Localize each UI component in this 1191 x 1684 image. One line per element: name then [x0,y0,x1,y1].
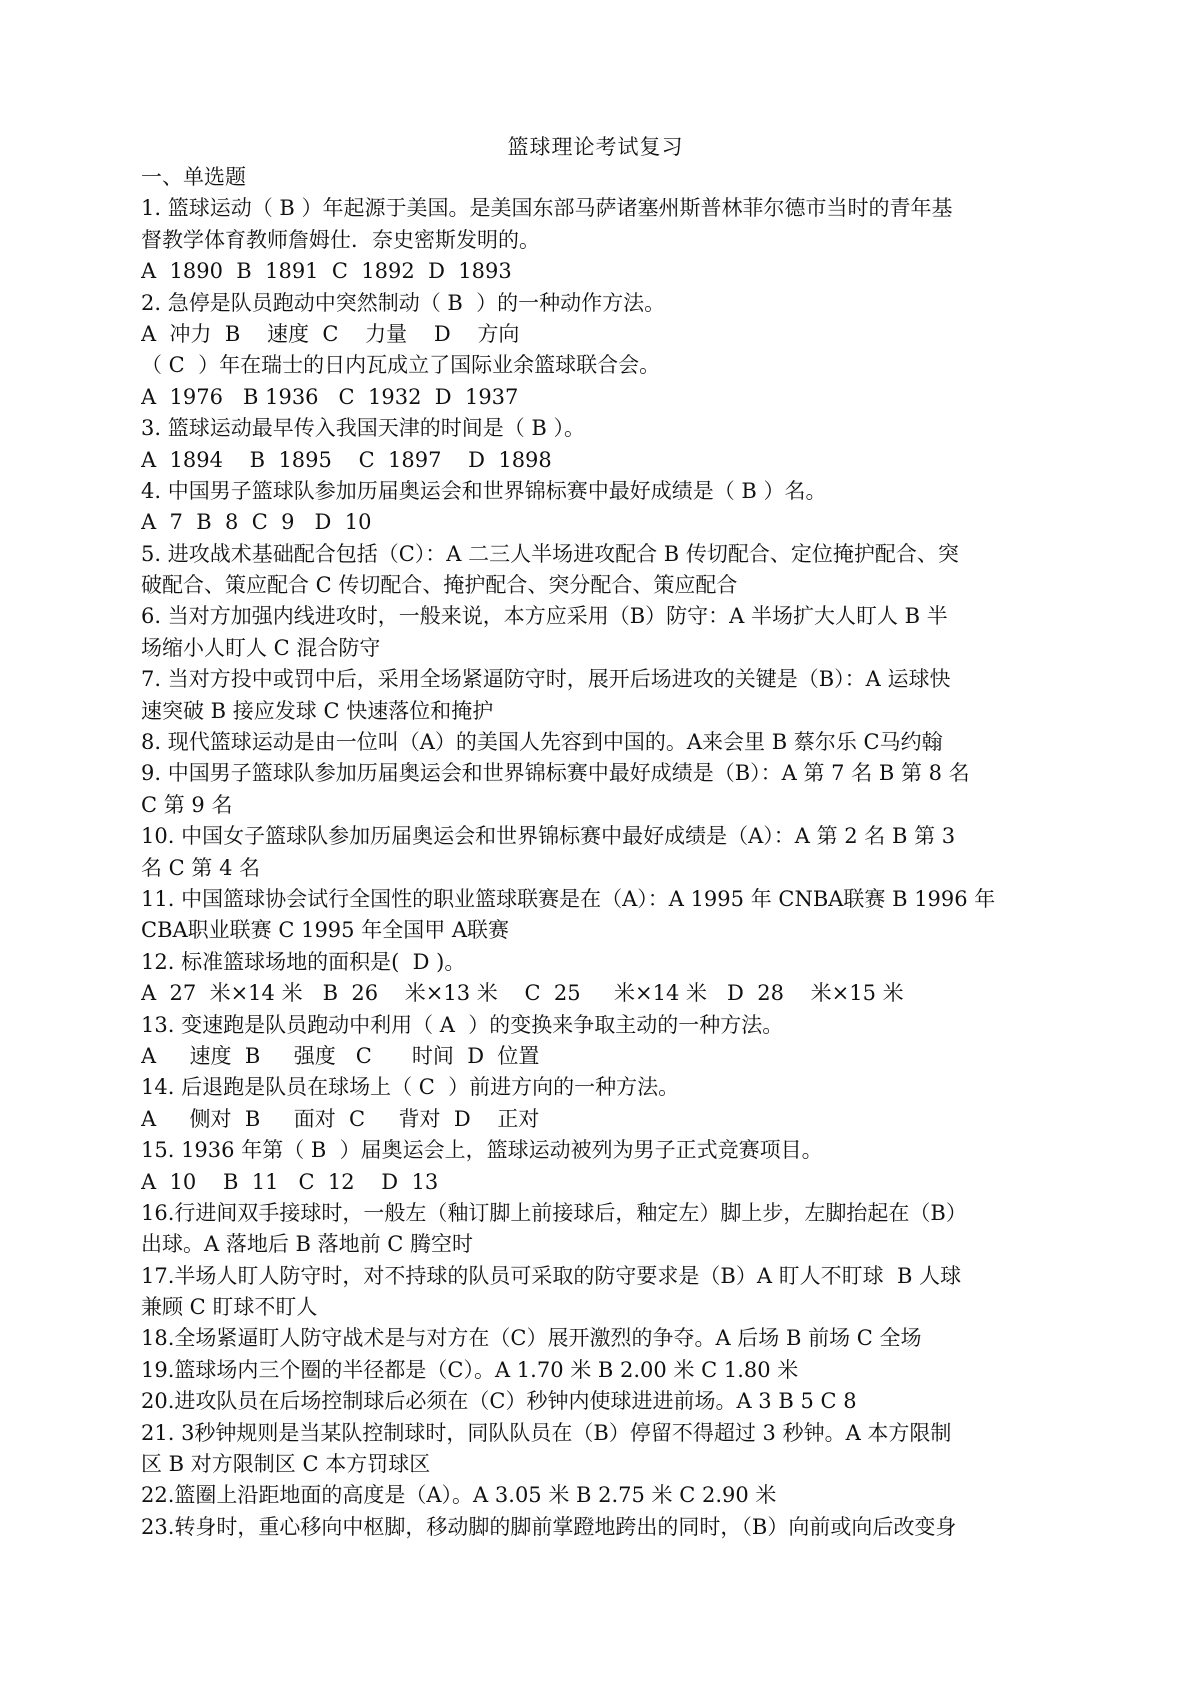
text-line: A 1894 B 1895 C 1897 D 1898 [141,447,552,472]
text-line: A 1976 B 1936 C 1932 D 1937 [141,384,519,409]
text-line: 2. 急停是队员跑动中突然制动（ B ）的一种动作方法。 [141,290,666,315]
text-line: 破配合、策应配合 C 传切配合、掩护配合、突分配合、策应配合 [141,573,738,598]
text-line: CBA职业联赛 C 1995 年全国甲 A联赛 [141,918,510,943]
text-line: A 10 B 11 C 12 D 13 [141,1169,439,1194]
text-line: 6. 当对方加强内线进攻时，一般来说，本方应采用（B）防守：A 半场扩大人盯人 B 半 [141,604,948,629]
text-line: 区 B 对方限制区 C 本方罚球区 [141,1452,431,1477]
text-line: 兼顾 C 盯球不盯人 [141,1295,318,1320]
document-body [141,162,1061,1543]
text-line: 一、单选题 [141,165,246,189]
text-line: A 冲力 B 速度 C 力量 D 方向 [141,321,520,346]
text-line: 8. 现代篮球运动是由一位叫（A）的美国人先容到中国的。A来会里 B 蔡尔乐 C马约翰 [141,730,943,755]
text-line: 7. 当对方投中或罚中后，采用全场紧逼防守时，展开后场进攻的关键是（B）：A 运球快 [141,667,951,692]
text-line: 17.半场人盯人防守时，对不持球的队员可采取的防守要求是（B）A 盯人不盯球 B 人球 [141,1263,962,1288]
text-line: 15. 1936 年第（ B ）届奥运会上，篮球运动被列为男子正式竞赛项目。 [141,1138,823,1163]
text-line: 14. 后退跑是队员在球场上（ C ）前进方向的一种方法。 [141,1075,680,1100]
text-line: （ C ）年在瑞士的日内瓦成立了国际业余篮球联合会。 [141,353,661,378]
text-line: 21. 3秒钟规则是当某队控制球时，同队队员在（B）停留不得超过 3 秒钟。A 本方限制 [141,1420,952,1445]
text-line: A 侧对 B 面对 C 背对 D 正对 [141,1106,540,1131]
text-line: 19.篮球场内三个圈的半径都是（C）。A 1.70 米 B 2.00 米 C 1.80 米 [141,1357,799,1382]
text-line: 13. 变速跑是队员跑动中利用（ A ）的变换来争取主动的一种方法。 [141,1012,784,1037]
text-line: 11. 中国篮球协会试行全国性的职业篮球联赛是在（A）：A 1995 年 CNBA联赛 B 1996 年 [141,886,996,911]
text-line: 9. 中国男子篮球队参加历届奥运会和世界锦标赛中最好成绩是（B）：A 第 7 名 B 第 8 名 [141,761,970,786]
text-line: 1. 篮球运动（ B ）年起源于美国。是美国东部马萨诸塞州斯普林菲尔德市当时的青年基 [141,196,953,221]
text-line: 出球。A 落地后 B 落地前 C 腾空时 [141,1232,474,1257]
document-title: 篮球理论考试复习 [507,135,684,159]
text-line: 23.转身时，重心移向中枢脚，移动脚的脚前掌蹬地跨出的同时，（B）向前或向后改变身 [141,1514,957,1539]
text-line: 16.行进间双手接球时，一般左（釉订脚上前接球后，釉定左）脚上步，左脚抬起在（B） [141,1200,967,1225]
text-line: 场缩小人盯人 C 混合防守 [141,635,381,660]
text-line: 速突破 B 接应发球 C 快速落位和掩护 [141,698,494,723]
text-line: 10. 中国女子篮球队参加历届奥运会和世界锦标赛中最好成绩是（A）：A 第 2 名 B 第 3 [141,824,956,849]
text-line: A 27 米×14 米 B 26 米×13 米 C 25 米×14 米 D 28 米×15 米 [141,981,904,1006]
text-line: 12. 标准篮球场地的面积是( D )。 [141,949,466,974]
text-line: C 第 9 名 [141,792,233,817]
text-line: A 7 B 8 C 9 D 10 [141,510,372,535]
text-line: 5. 进攻战术基础配合包括（C）：A 二三人半场进攻配合 B 传切配合、定位掩护配合、突 [141,541,959,566]
text-line: 20.进攻队员在后场控制球后必须在（C）秒钟内使球进进前场。A 3 B 5 C 8 [141,1389,857,1414]
text-line: 3. 篮球运动最早传入我国天津的时间是（ B ）。 [141,416,585,441]
text-line: 名 C 第 4 名 [141,855,261,880]
text-line: A 1890 B 1891 C 1892 D 1893 [141,259,512,284]
text-line: 4. 中国男子篮球队参加历届奥运会和世界锦标赛中最好成绩是（ B ）名。 [141,478,827,503]
text-line: A 速度 B 强度 C 时间 D 位置 [141,1043,540,1068]
text-line: 22.篮圈上沿距地面的高度是（A）。A 3.05 米 B 2.75 米 C 2.90 米 [141,1483,777,1508]
text-line: 18.全场紧逼盯人防守战术是与对方在（C）展开激烈的争夺。A 后场 B 前场 C 全场 [141,1326,922,1351]
text-line: 督教学体育教师詹姆仕．奈史密斯发明的。 [141,227,540,252]
